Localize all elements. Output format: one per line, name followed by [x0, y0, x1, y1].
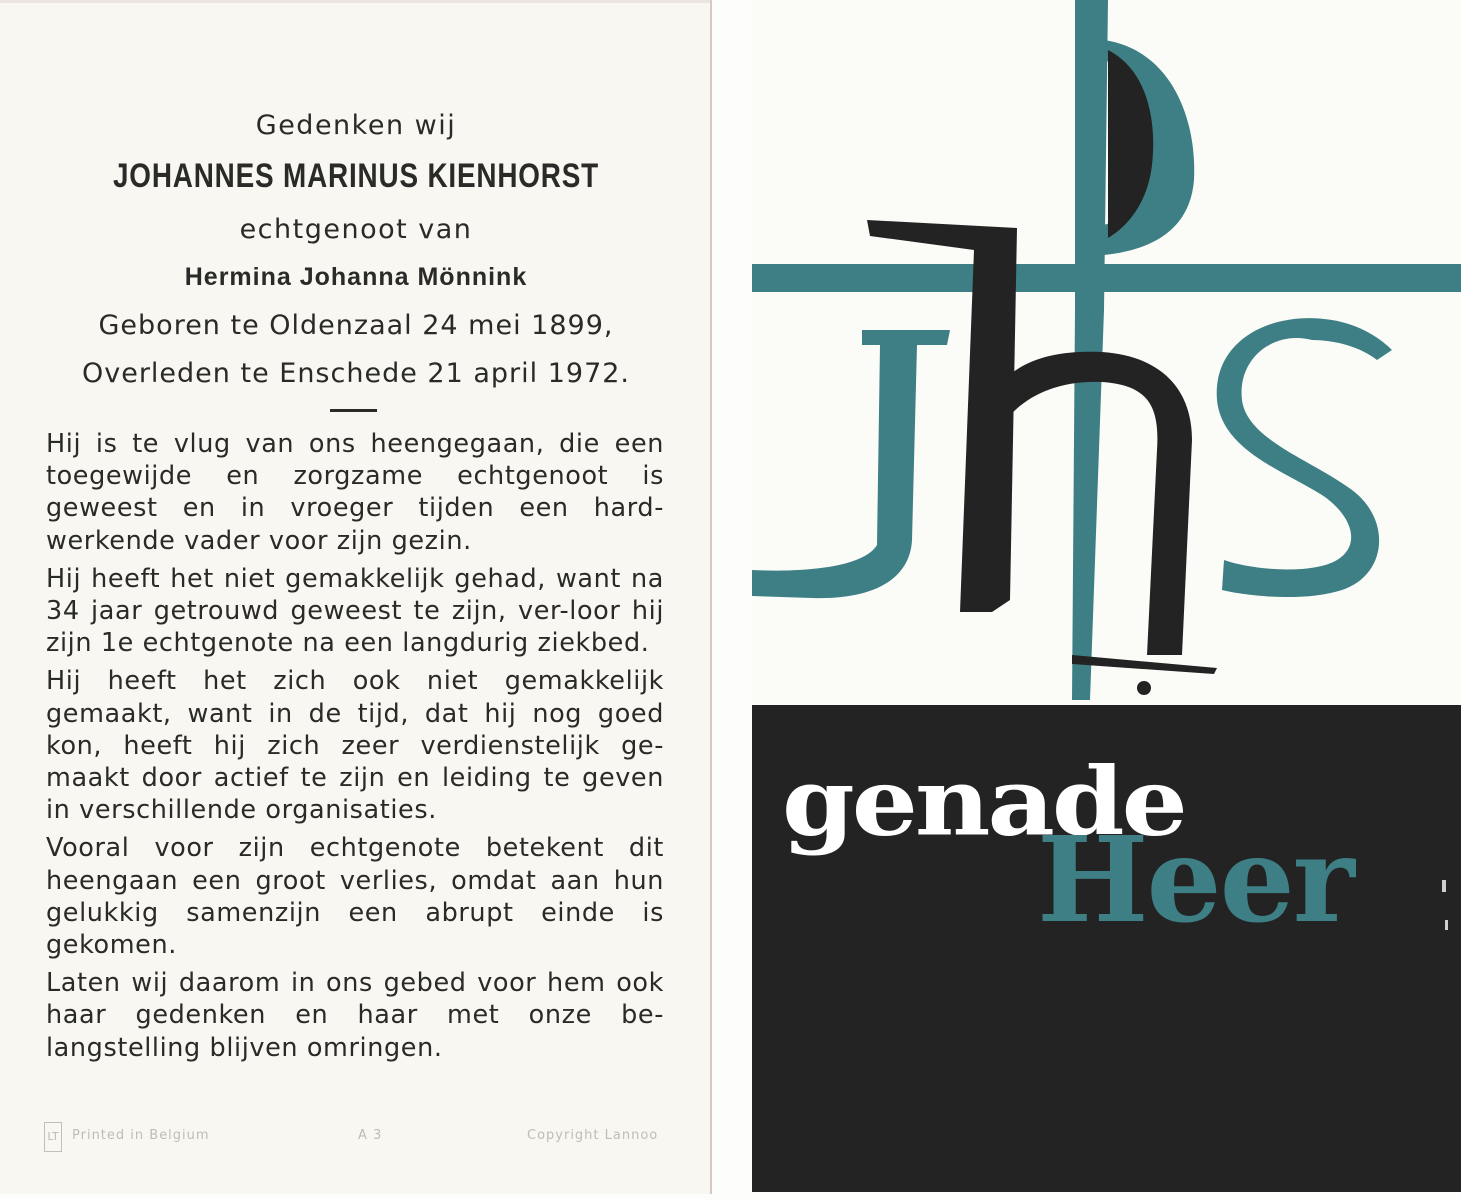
printed-in-note: Printed in Belgium — [72, 1128, 210, 1143]
eulogy-text — [46, 428, 664, 1070]
eulogy-paragraph: Vooral voor zijn echtgenote betekent dit heengaan een groot verlies, omdat aan hun gelukkig samenzijn een abrupt einde is gekomen. — [46, 833, 664, 961]
cover-caption-genade: genade — [782, 746, 1185, 857]
card-edge — [0, 0, 710, 3]
scuff-mark — [1445, 920, 1448, 930]
eulogy-paragraph: Hij is te vlug van ons heengegaan, die een toegewijde en zorgzame echtgenoot is geweest en in vroeger tijden een hard-werkende vader voor zijn gezin. — [46, 429, 664, 556]
relation-line: echtgenoot van — [239, 214, 473, 245]
letter-j — [752, 330, 950, 598]
print-code: A 3 — [358, 1128, 383, 1143]
letter-s — [1217, 318, 1392, 597]
spouse-name: Hermina Johanna Mönnink — [184, 263, 528, 291]
cover-caption-heer: Heer — [1037, 810, 1353, 949]
intro-line: Gedenken wij — [255, 110, 457, 141]
death-line: Overleden te Enschede 21 april 1972. — [81, 358, 631, 389]
eulogy-paragraph: Laten wij daarom in ons gebed voor hem ook haar gedenken en haar met onze be-langstelling blijven omringen. — [46, 968, 664, 1063]
printer-logo: LT — [44, 1122, 62, 1152]
eulogy-paragraph: Hij heeft het zich ook niet gemakkelijk gemaakt, want in de tijd, dat hij nog goed kon, heeft hij zich zeer verdienstelijk ge-maakt door actief te zijn en leiding te geven in verschillende organisaties. — [46, 666, 664, 826]
cross-bar — [752, 264, 1461, 292]
copyright-note: Copyright Lannoo — [527, 1128, 659, 1143]
jhs-monogram-illustration — [752, 0, 1461, 1192]
memorial-text-card — [0, 0, 712, 1194]
scuff-mark — [1442, 880, 1446, 892]
cross-staff — [1072, 0, 1108, 700]
divider — [330, 409, 377, 412]
staff-dot — [1137, 681, 1151, 695]
eulogy-paragraph: Hij heeft het niet gemakkelijk gehad, want na 34 jaar getrouwd geweest te zijn, ver-loor hij zijn 1e echtgenote na een langdurig ziekbed. — [46, 563, 664, 659]
memorial-cover-card — [752, 0, 1461, 1192]
birth-line: Geboren te Oldenzaal 24 mei 1899, — [98, 310, 614, 341]
staff-flag — [1072, 655, 1217, 674]
deceased-name: JOHANNES MARINUS KIENHORST — [112, 157, 600, 195]
